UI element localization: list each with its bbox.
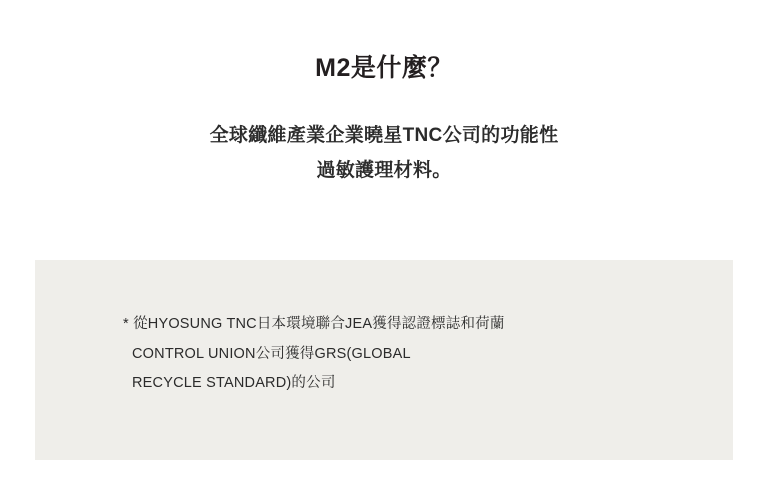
subtitle-line-2: 過敏護理材料。	[316, 159, 452, 181]
subtitle-line-1: 全球纖維產業企業曉星TNC公司的功能性	[209, 124, 559, 146]
note-text	[123, 310, 505, 399]
note-panel	[35, 260, 733, 460]
note-line-2: CONTROL UNION公司獲得GRS(GLOBAL	[132, 345, 411, 362]
note-line-1: * 從HYOSUNG TNC日本環境聯合JEA獲得認證標誌和荷蘭	[123, 316, 505, 332]
note-line-3: RECYCLE STANDARD)的公司	[132, 375, 336, 392]
page-title: M2是什麼？	[315, 54, 453, 82]
page-subtitle	[0, 85, 768, 188]
heading-block	[0, 0, 768, 188]
